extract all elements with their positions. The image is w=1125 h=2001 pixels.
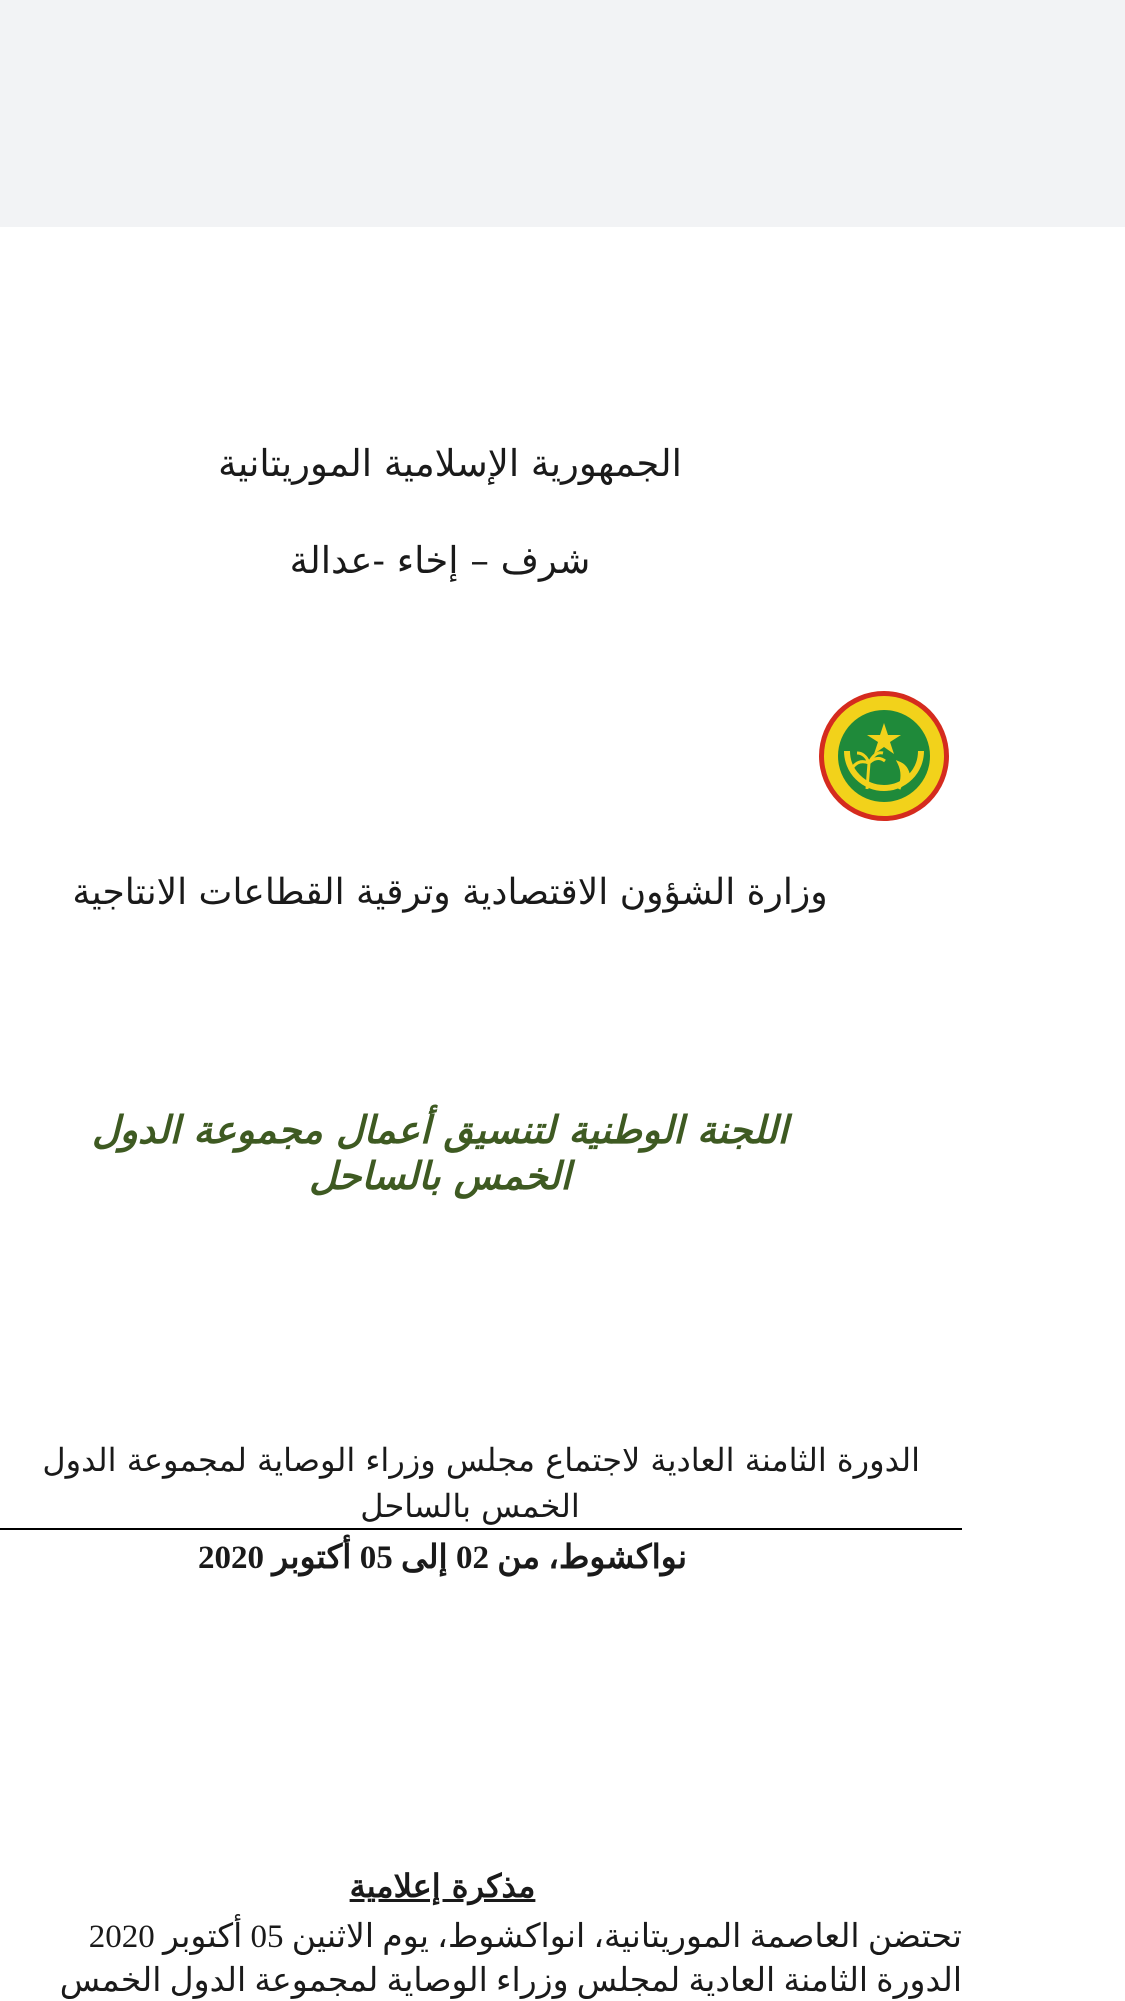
republic-name: الجمهورية الإسلامية الموريتانية	[218, 442, 682, 485]
press-note-title: مذكرة إعلامية	[349, 1867, 536, 1905]
press-note-body	[0, 1915, 962, 2001]
committee-line-1: اللجنة الوطنية لتنسيق أعمال مجموعة الدول	[91, 1108, 789, 1152]
session-line-1: الدورة الثامنة العادية لاجتماع مجلس وزراء الوصاية لمجموعة الدول	[42, 1441, 920, 1479]
document-page	[0, 227, 1125, 2001]
mauritania-emblem-icon	[817, 689, 951, 823]
session-title	[0, 1437, 920, 1529]
ministry-name: وزارة الشؤون الاقتصادية وترقية القطاعات الانتاجية	[72, 872, 828, 913]
body-line-1: تحتضن العاصمة الموريتانية، انواكشوط، يوم الاثنين 05 أكتوبر 2020	[88, 1919, 962, 1955]
session-venue-date: نواكشوط، من 02 إلى 05 أكتوبر 2020	[197, 1540, 688, 1576]
committee-line-2: الخمس بالساحل	[309, 1154, 571, 1198]
viewer-toolbar-area	[0, 0, 1125, 227]
session-line-2: الخمس بالساحل	[360, 1487, 580, 1525]
national-motto: شرف – إخاء -عدالة	[289, 539, 591, 582]
committee-title	[0, 1107, 880, 1199]
body-line-2: الدورة الثامنة العادية لمجلس وزراء الوصاية لمجموعة الدول الخمس	[59, 1963, 962, 1999]
divider-line	[0, 1528, 962, 1530]
